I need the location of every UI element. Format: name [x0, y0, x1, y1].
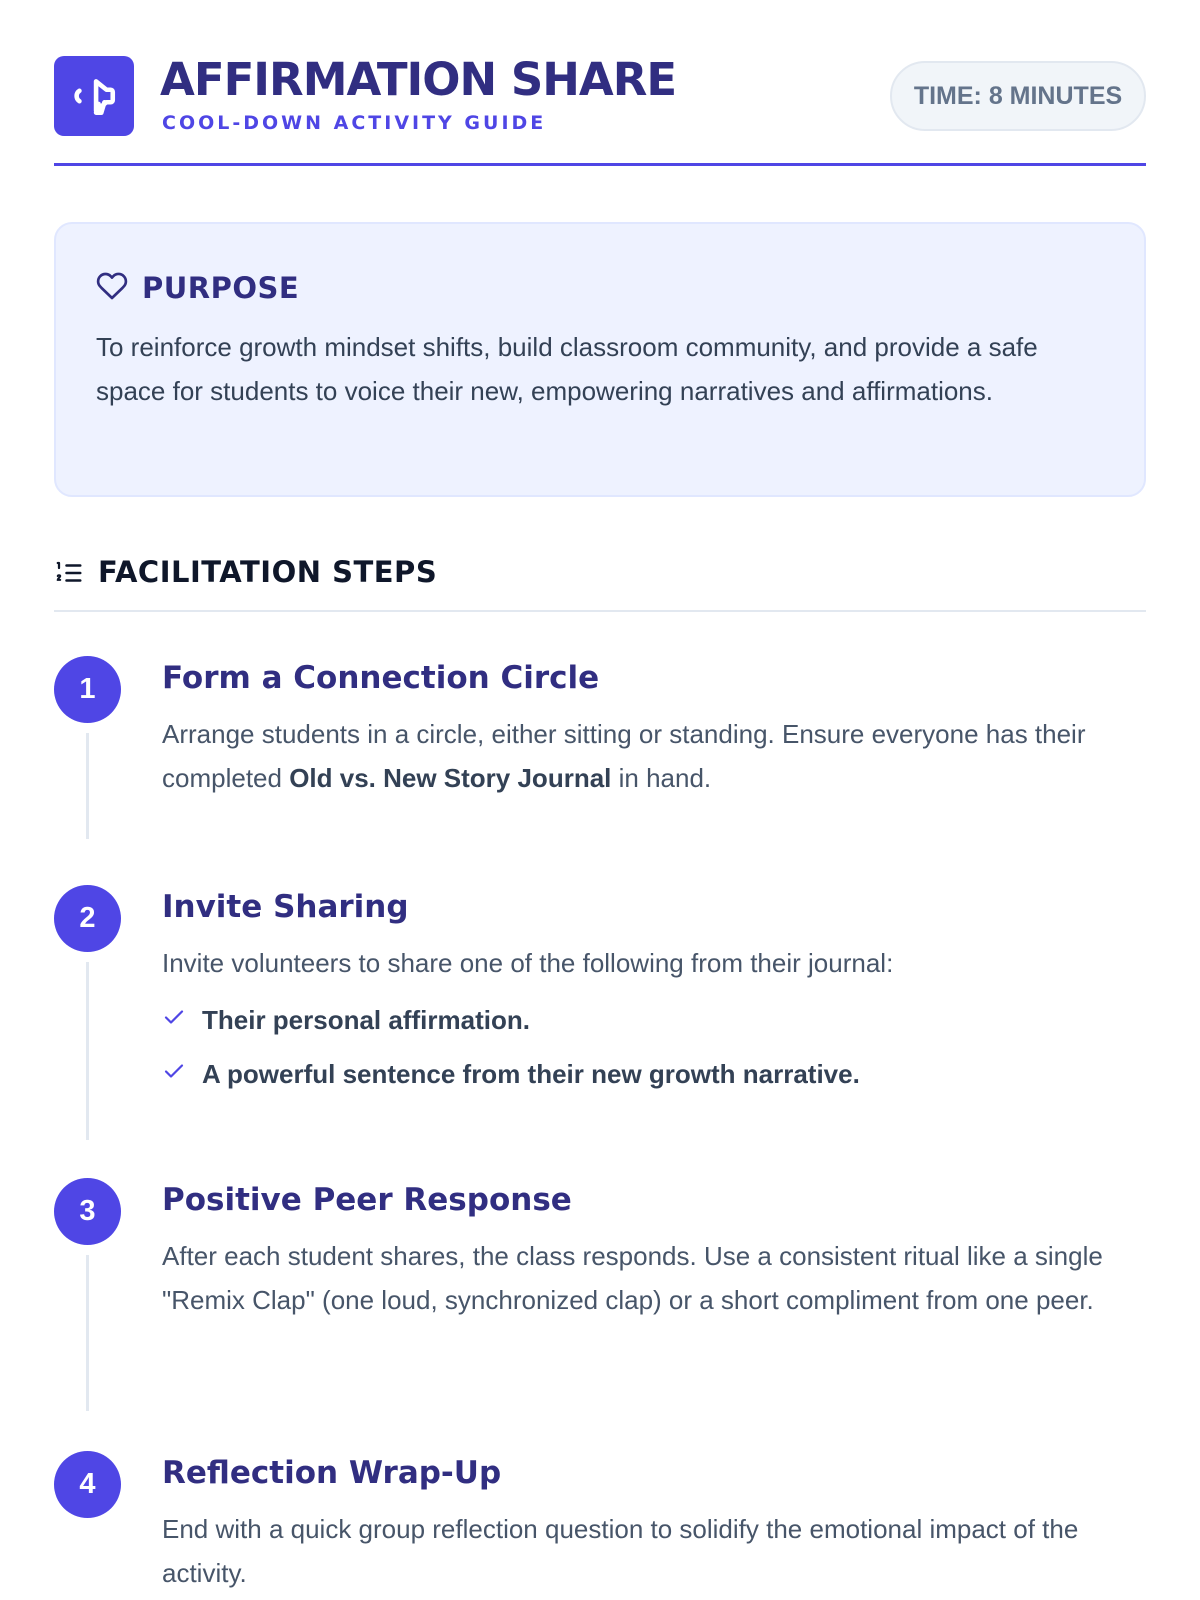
checkmark-icon — [162, 1059, 202, 1090]
step-connector-line — [86, 962, 89, 1140]
checkmark-icon — [162, 1005, 202, 1036]
step-number-badge: 4 — [54, 1451, 121, 1518]
step-body — [162, 885, 1146, 1101]
journal-name: Old vs. New Story Journal — [289, 763, 612, 793]
step-title: Form a Connection Circle — [162, 660, 600, 696]
list-item — [162, 1047, 1146, 1101]
megaphone-icon — [54, 56, 134, 136]
step-connector-line — [86, 1255, 89, 1411]
list-item-text: Their personal affirmation. — [202, 1004, 530, 1035]
page-title: AFFIRMATION SHARE — [160, 53, 677, 106]
heart-icon — [96, 270, 142, 307]
step-description: After each student shares, the class responds. Use a consistent ritual like a single "Remix Clap" (one loud, synchronized clap) or a short compliment from one peer. — [162, 1241, 1103, 1315]
purpose-header — [96, 268, 1104, 308]
purpose-text: To reinforce growth mindset shifts, build classroom community, and provide a safe space for students to voice their new, empowering narratives and affirmations. — [96, 332, 1038, 406]
step-description: Invite volunteers to share one of the following from their journal: — [162, 948, 894, 978]
page-header — [54, 54, 1146, 166]
step-number-badge: 1 — [54, 656, 121, 723]
step-body — [162, 656, 1146, 800]
steps-section-title: FACILITATION STEPS — [98, 555, 438, 589]
list-item-text: A powerful sentence from their new growth narrative. — [202, 1058, 860, 1089]
step-body — [162, 1451, 1146, 1595]
purpose-title: PURPOSE — [142, 271, 300, 305]
step-number-badge: 2 — [54, 885, 121, 952]
step-number-badge: 3 — [54, 1178, 121, 1245]
time-badge: TIME: 8 MINUTES — [890, 61, 1146, 131]
step-connector-line — [86, 733, 89, 839]
step-body — [162, 1178, 1146, 1322]
steps-section-header — [54, 552, 1146, 612]
step-description: End with a quick group reflection question to solidify the emotional impact of the activity. — [162, 1514, 1079, 1588]
purpose-card — [54, 222, 1146, 497]
step-title: Positive Peer Response — [162, 1182, 572, 1218]
step-text-part: in hand. — [611, 763, 712, 793]
step-description — [162, 712, 1146, 800]
list-item — [162, 993, 1146, 1047]
numbered-list-icon — [54, 552, 98, 593]
step-title: Invite Sharing — [162, 889, 409, 925]
page-subtitle: COOL-DOWN ACTIVITY GUIDE — [162, 112, 547, 134]
step-text-part: Arrange students in a circle, either sitting or standing. Ensure everyone has their completed — [162, 719, 1086, 793]
share-options-list — [162, 993, 1146, 1101]
step-title: Reflection Wrap-Up — [162, 1455, 502, 1491]
